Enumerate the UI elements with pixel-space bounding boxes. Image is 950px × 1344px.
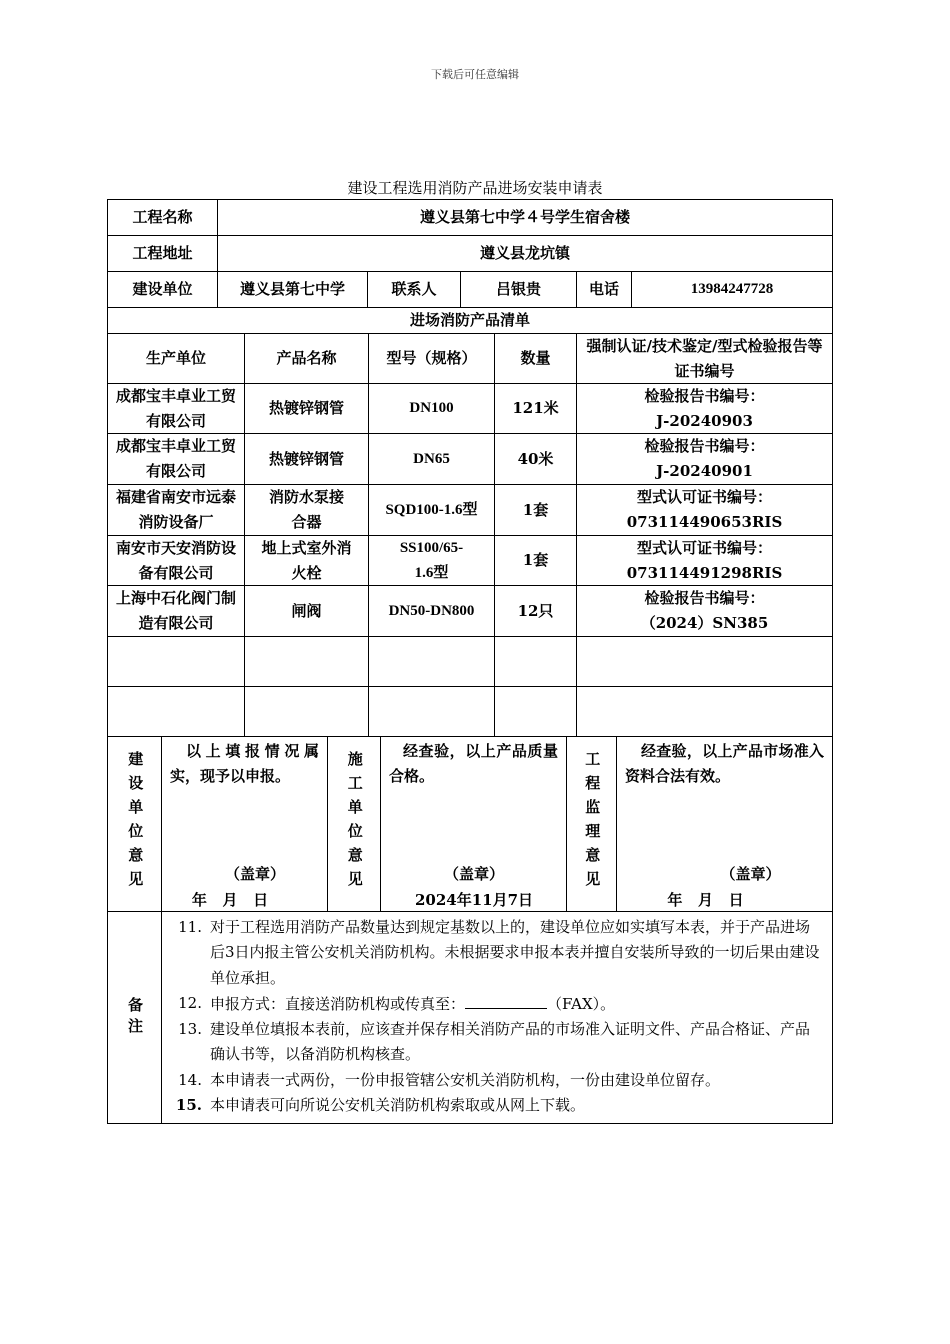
table-row-5-empty-cell	[576, 636, 833, 686]
certificate-number: J-20240903	[656, 411, 753, 430]
remark-item	[172, 1017, 824, 1068]
contact-value: 吕银贵	[460, 271, 576, 307]
header-note: 下载后可任意编辑	[431, 68, 519, 81]
remark-number: 13.	[178, 1020, 202, 1039]
project-address-value: 遵义县龙坑镇	[217, 235, 833, 271]
table-row-2-quantity: 1套	[494, 484, 576, 535]
remarks-content	[161, 911, 833, 1124]
remark-item	[172, 1068, 824, 1093]
constructor-opinion-cell	[380, 736, 566, 911]
builder-value: 遵义县第七中学	[217, 271, 367, 307]
remark-number: 11.	[178, 918, 202, 936]
table-row-6-empty-cell	[494, 686, 576, 736]
remark-text: 对于工程选用消防产品数量达到规定基数以上的，建设单位应如实填写本表，并于产品进场后3日内报主管公安机关消防机构。未根据要求申报本表并擅自安装所导致的一切后果由建设单位承担。	[210, 918, 820, 987]
constructor-seal: （盖章）	[443, 865, 504, 883]
table-row-0-certificate	[576, 383, 833, 433]
table-row-0-quantity: 121米	[494, 383, 576, 433]
document-title: 建设工程选用消防产品进场安装申请表	[347, 179, 603, 197]
phone-label: 电话	[576, 271, 631, 307]
supervisor-seal: （盖章）	[720, 865, 781, 883]
table-row-2-product: 消防水泵接合器	[244, 484, 368, 535]
table-row-6-empty-cell	[576, 686, 833, 736]
table-row-3-model: SS100/65-1.6型	[368, 535, 494, 585]
builder-date: 年 月 日	[191, 891, 269, 909]
contact-label: 联系人	[367, 271, 460, 307]
certificate-number: （2024）SN385	[640, 614, 769, 632]
constructor-opinion-label	[327, 736, 380, 911]
remark-text: 本申请表可向所说公安机关消防机构索取或从网上下载。	[210, 1096, 586, 1115]
builder-opinion-text: 以上填报情况属实，现予以申报。	[170, 742, 319, 785]
table-row-3-product: 地上式室外消火栓	[244, 535, 368, 585]
table-row-4-certificate	[576, 585, 833, 636]
certificate-number: 073114490653RIS	[626, 513, 783, 531]
remark-text-after: （FAX）。	[547, 994, 616, 1013]
constructor-opinion-label-text: 施工单位意见	[345, 751, 364, 895]
certificate-label: 型式认可证书编号：	[636, 538, 772, 557]
table-row-6-empty-cell	[244, 686, 368, 736]
table-row-3-certificate	[576, 535, 833, 585]
table-row-4-model: DN50-DN800	[368, 585, 494, 636]
remark-text: 本申请表一式两份，一份申报管辖公安机关消防机构，一份由建设单位留存。	[210, 1070, 721, 1089]
builder-opinion-cell	[161, 736, 327, 911]
certificate-label: 检验报告书编号：	[644, 589, 765, 607]
product-list-title: 进场消防产品清单	[107, 307, 833, 333]
table-row-5-empty-cell	[368, 636, 494, 686]
table-row-5-empty-cell	[244, 636, 368, 686]
supervisor-date: 年 月 日	[667, 891, 744, 909]
remarks-label-text: 备注	[126, 996, 144, 1039]
remark-text-before: 申报方式：直接送消防机构或传真至：	[210, 994, 466, 1013]
table-row-0-maker: 成都宝丰卓业工贸有限公司	[107, 383, 244, 433]
remark-number: 15.	[175, 1096, 202, 1115]
table-row-3-quantity: 1套	[494, 535, 576, 585]
remark-item	[172, 915, 824, 991]
fax-blank-line	[465, 991, 547, 1009]
certificate-number: 073114491298RIS	[626, 563, 783, 582]
phone-value: 13984247728	[631, 271, 833, 307]
remark-text	[202, 991, 824, 1017]
table-row-0-product: 热镀锌钢管	[244, 383, 368, 433]
remark-item	[172, 1093, 824, 1118]
table-row-2-maker: 福建省南安市远泰消防设备厂	[107, 484, 244, 535]
table-row-1-product: 热镀锌钢管	[244, 433, 368, 484]
builder-label: 建设单位	[107, 271, 217, 307]
certificate-number: J-20240901	[656, 462, 753, 480]
table-row-2-model: SQD100-1.6型	[368, 484, 494, 535]
table-row-5-empty-cell	[494, 636, 576, 686]
header-quantity: 数量	[494, 333, 576, 383]
table-row-3-maker: 南安市天安消防设备有限公司	[107, 535, 244, 585]
project-name-label: 工程名称	[107, 199, 217, 235]
builder-seal: （盖章）	[224, 865, 285, 883]
table-row-4-quantity: 12只	[494, 585, 576, 636]
supervisor-opinion-cell	[616, 736, 833, 911]
remark-item	[172, 991, 824, 1017]
header-maker: 生产单位	[107, 333, 244, 383]
constructor-opinion-text: 经查验，以上产品质量合格。	[389, 742, 558, 785]
project-name-value: 遵义县第七中学４号学生宿舍楼	[217, 199, 833, 235]
remark-number: 14.	[178, 1070, 202, 1089]
certificate-label: 检验报告书编号：	[644, 386, 765, 405]
remark-text: 建设单位填报本表前，应该查并保存相关消防产品的市场准入证明文件、产品合格证、产品确认书等，以备消防机构核查。	[210, 1020, 811, 1064]
builder-opinion-label	[107, 736, 161, 911]
table-row-4-maker: 上海中石化阀门制造有限公司	[107, 585, 244, 636]
remarks-list	[172, 915, 824, 1118]
table-row-1-maker: 成都宝丰卓业工贸有限公司	[107, 433, 244, 484]
header-certificate: 强制认证/技术鉴定/型式检验报告等证书编号	[576, 333, 833, 383]
certificate-label: 型式认可证书编号：	[636, 488, 772, 506]
header-product: 产品名称	[244, 333, 368, 383]
builder-opinion-label-text: 建设单位意见	[126, 751, 145, 895]
table-row-1-certificate	[576, 433, 833, 484]
table-row-2-certificate	[576, 484, 833, 535]
supervisor-opinion-label	[566, 736, 616, 911]
supervisor-opinion-text: 经查验，以上产品市场准入资料合法有效。	[625, 742, 824, 785]
table-row-0-model: DN100	[368, 383, 494, 433]
project-address-label: 工程地址	[107, 235, 217, 271]
table-row-1-model: DN65	[368, 433, 494, 484]
remark-number: 12.	[178, 993, 202, 1012]
header-model: 型号（规格）	[368, 333, 494, 383]
remarks-label	[107, 911, 161, 1124]
table-row-4-product: 闸阀	[244, 585, 368, 636]
table-row-6-empty-cell	[368, 686, 494, 736]
table-row-1-quantity: 40米	[494, 433, 576, 484]
table-row-6-empty-cell	[107, 686, 244, 736]
table-row-5-empty-cell	[107, 636, 244, 686]
certificate-label: 检验报告书编号：	[644, 437, 765, 455]
constructor-date: 2024年11月7日	[414, 891, 534, 909]
supervisor-opinion-label-text: 工程监理意见	[583, 751, 602, 895]
